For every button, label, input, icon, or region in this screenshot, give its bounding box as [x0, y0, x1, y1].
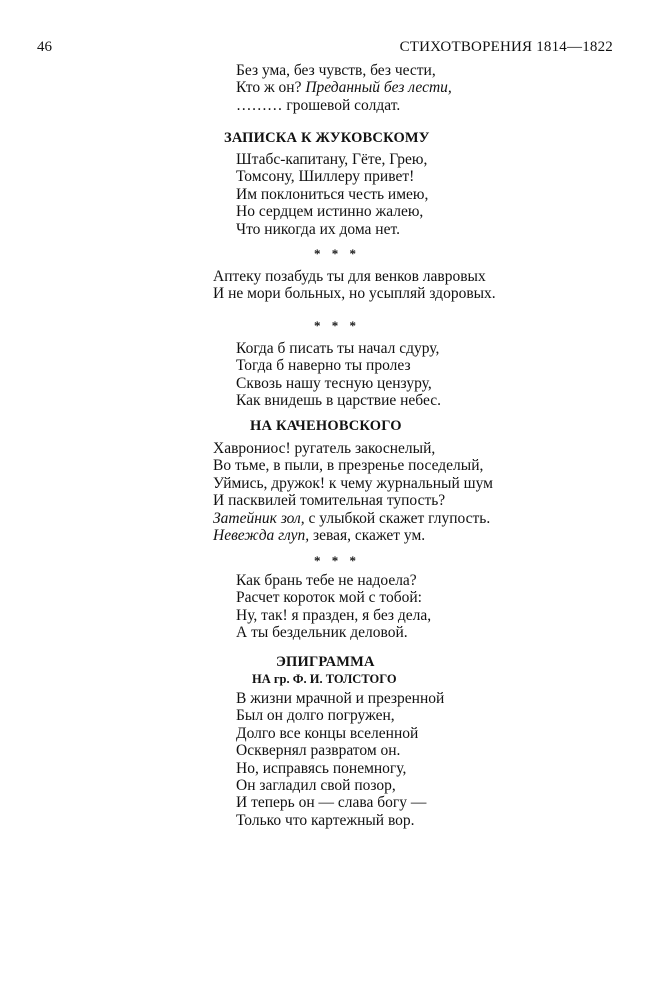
poem-zhukovsky — [236, 151, 428, 238]
verse-line: Как внидешь в царствие небес. — [236, 392, 441, 410]
verse-line: Аптеку позабудь ты для венков лавровых — [213, 268, 486, 285]
verse-italic: Невежда глуп, — [213, 527, 310, 545]
verse-line: Когда б писать ты начал сдуру, — [236, 340, 440, 357]
verse-line: Расчет короток мой с тобой: — [236, 589, 422, 607]
verse-line: И теперь он — слава богу — — [236, 794, 427, 812]
verse-line: Был он долго погружен, — [236, 707, 395, 725]
verse-ellipsis: ……… — [236, 96, 283, 114]
verse-line: Штабс-капитану, Гёте, Грею, — [236, 151, 428, 168]
verse-line — [213, 510, 493, 527]
poem-title: ЗАПИСКА К ЖУКОВСКОМУ — [224, 130, 430, 146]
verse-line: Тогда б наверно ты пролез — [236, 357, 411, 375]
running-head: СТИХОТВОРЕНИЯ 1814—1822 — [399, 39, 613, 55]
verse-line: Он загладил свой позор, — [236, 777, 396, 795]
verse-line: Во тьме, в пыли, в презренье поседелый, — [213, 457, 484, 475]
page-number: 46 — [37, 39, 52, 55]
verse-line: Но сердцем истинно жалею, — [236, 203, 424, 221]
poem-subtitle: НА гр. Ф. И. ТОЛСТОГО — [252, 672, 397, 686]
poem-epigramma — [236, 690, 444, 829]
poem-apteka — [213, 268, 496, 303]
verse-italic: Затейник зол, — [213, 509, 305, 527]
fragment-stanza — [236, 62, 452, 114]
verse-line: Хаврониос! ругатель закоснелый, — [213, 440, 436, 457]
verse-line: Но, исправясь понемногу, — [236, 759, 407, 777]
verse-line: А ты бездельник деловой. — [236, 624, 408, 642]
verse-line: И пасквилей томительная тупость? — [213, 492, 446, 510]
verse-line: В жизни мрачной и презренной — [236, 690, 445, 707]
verse-text: зевая, скажет ум. — [309, 527, 426, 545]
verse-text: Кто ж он? — [236, 79, 306, 97]
verse-text: грошевой солдат. — [286, 96, 401, 114]
verse-line: Долго все концы вселенной — [236, 724, 419, 742]
verse-line: Сквозь нашу тесную цензуру, — [236, 374, 432, 392]
verse-line: И не мори больных, но усыпляй здоровых. — [213, 285, 496, 303]
stars-separator: * * * — [314, 246, 360, 261]
verse-italic: Преданный без лести, — [305, 79, 452, 97]
poem-kogda — [236, 340, 441, 410]
verse-line: Им поклониться честь имею, — [236, 185, 429, 203]
verse-line — [213, 527, 493, 544]
verse-line: Без ума, без чувств, без чести, — [236, 62, 436, 79]
verse-line: Томсону, Шиллеру привет! — [236, 168, 415, 186]
stars-separator: * * * — [314, 318, 360, 333]
verse-line — [236, 97, 452, 114]
verse-line: Только что картежный вор. — [236, 811, 415, 829]
poem-title: НА КАЧЕНОВСКОГО — [250, 418, 402, 434]
poem-bran — [236, 572, 431, 642]
verse-line: Уймись, дружок! к чему журнальный шум — [213, 474, 493, 492]
poem-title: ЭПИГРАММА — [276, 654, 375, 670]
stars-separator: * * * — [314, 553, 360, 568]
poem-kachenovsky — [213, 440, 493, 544]
verse-line — [236, 79, 452, 96]
verse-line: Ну, так! я празден, я без дела, — [236, 606, 432, 624]
verse-text: с улыбкой скажет глупость. — [304, 509, 491, 527]
verse-line: Как брань тебе не надоела? — [236, 572, 417, 589]
verse-line: Осквернял развратом он. — [236, 742, 401, 760]
verse-line: Что никогда их дома нет. — [236, 220, 400, 238]
